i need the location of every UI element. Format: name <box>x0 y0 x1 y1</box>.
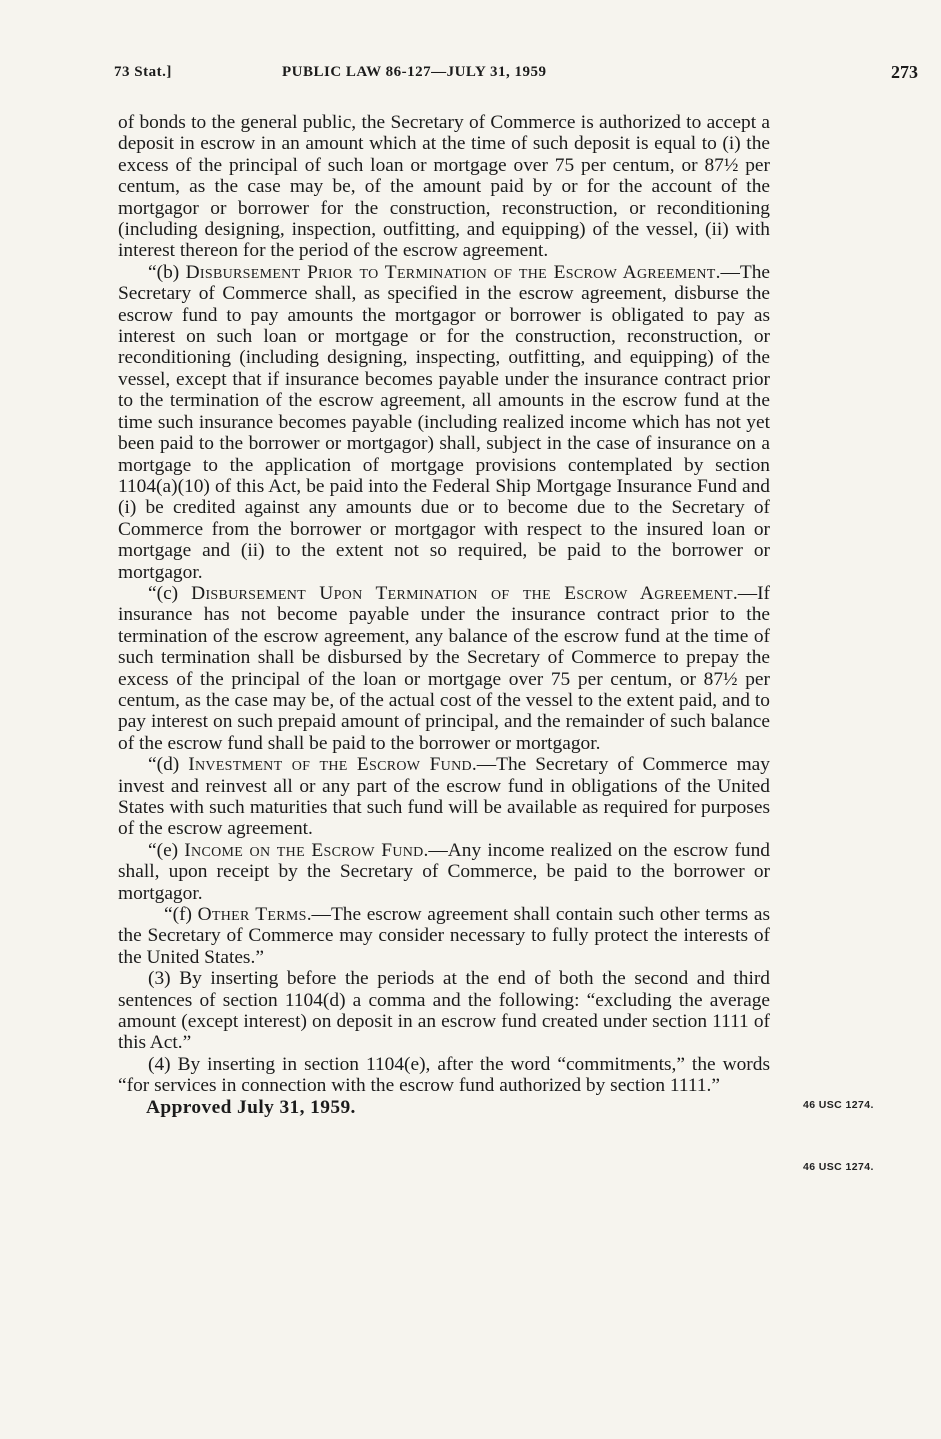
paragraph-e-heading: Income on the Escrow Fund <box>184 839 424 861</box>
approval-date: Approved July 31, 1959. <box>146 1096 356 1118</box>
paragraph-f-heading: Other Terms <box>197 904 307 926</box>
paragraph-d <box>118 754 770 840</box>
page-number: 273 <box>891 62 918 82</box>
paragraph-e <box>118 840 770 904</box>
page-body <box>118 112 770 1118</box>
paragraph-c <box>118 583 770 754</box>
paragraph-b-body: .—The Secretary of Commerce shall, as specified in the escrow agreement, disburse the escrow fund to pay amounts the mortgagor or borrower is obligated to pay as interest on such loan or mortgage or for the construction, reconstruction, or reconditioning (including designing, inspecting, outfitting, and equipping) of the vessel, except that if insurance becomes payable under the insurance contract prior to the termination of the escrow agreement, all amounts in the escrow fund at the time such insurance becomes payable (including realized income which has not yet been paid to the borrower or mortgagor) shall, subject in the case of insurance on a mortgage to the application of mortgage provisions contemplated by section 1104(a)(10) of this Act, be paid into the Federal Ship Mortgage Insurance Fund and (i) be credited against any amounts due or to become due to the Secretary of Commerce from the borrower or mortgagor with respect to the insured loan or mortgage and (ii) to the extent not so required, be paid to the borrower or mortgagor. <box>118 261 770 583</box>
paragraph-f-lead: “(f) <box>164 904 198 926</box>
paragraph-f-body: .—The escrow agreement shall contain such other terms as the Secretary of Commerce may consider necessary to fully protect the interests of the United States.” <box>118 904 771 968</box>
paragraph-b-lead: “(b) <box>148 261 186 283</box>
paragraph-b-heading: Disbursement Prior to Termination of the Escrow Agreement <box>185 261 716 283</box>
running-title: PUBLIC LAW 86-127—JULY 31, 1959 <box>282 64 547 80</box>
paragraph-b <box>118 262 770 583</box>
paragraph-d-body: .—The Secretary of Commerce may invest and reinvest all or any part of the escrow fund in obligations of the United States with such maturities that such fund will be available as required for purposes of the escrow agreement. <box>118 754 770 840</box>
paragraph-c-body: .—If insurance has not become payable under the insurance contract prior to the termination of the escrow agreement, any balance of the escrow fund at the time of such termination shall be disbursed by the Secretary of Commerce to prepay the excess of the principal of the loan or mortgage over 75 per centum, or 87½ per centum, as the case may be, of the actual cost of the vessel to the extent paid, and to pay interest on such prepaid amount of principal, and the remainder of such balance of the escrow fund shall be paid to the borrower or mortgagor. <box>118 582 770 754</box>
statute-volume: 73 Stat.] <box>114 64 172 80</box>
margin-citation: 46 USC 1274. <box>803 1099 874 1111</box>
paragraph-d-lead: “(d) <box>148 754 189 776</box>
paragraph-4: (4) By inserting in section 1104(e), after the word “commitments,” the words “for services in connection with the escrow fund authorized by section 1111.” <box>118 1053 770 1097</box>
paragraph-continuation: of bonds to the general public, the Secretary of Commerce is authorized to accept a deposit in escrow in an amount which at the time of such deposit is equal to (i) the excess of the principal of such loan or mortgage over 75 per centum, or 87½ per centum, as the case may be, of the amount paid by or for the account of the mortgagor or borrower for the construction, reconstruction, or reconditioning (including designing, inspection, outfitting, and equipping) of the vessel, (ii) with interest thereon for the period of the escrow agreement. <box>118 112 770 262</box>
paragraph-e-lead: “(e) <box>148 839 185 861</box>
page-header <box>114 64 918 88</box>
paragraph-c-heading: Disbursement Upon Termination of the Escrow Agreement <box>191 582 733 604</box>
paragraph-e-body: .—Any income realized on the escrow fund shall, upon receipt by the Secretary of Commerce, be paid to the borrower or mortgagor. <box>118 839 770 904</box>
paragraph-f <box>118 904 770 968</box>
margin-citation: 46 USC 1274. <box>803 1161 874 1173</box>
paragraph-3: (3) By inserting before the periods at the end of both the second and third sentences of section 1104(d) a comma and the following: “excluding the average amount (except interest) on deposit in an escrow fund created under section 1111 of this Act.” <box>118 968 770 1054</box>
paragraph-d-heading: Investment of the Escrow Fund <box>188 754 472 776</box>
paragraph-c-lead: “(c) <box>148 582 192 604</box>
